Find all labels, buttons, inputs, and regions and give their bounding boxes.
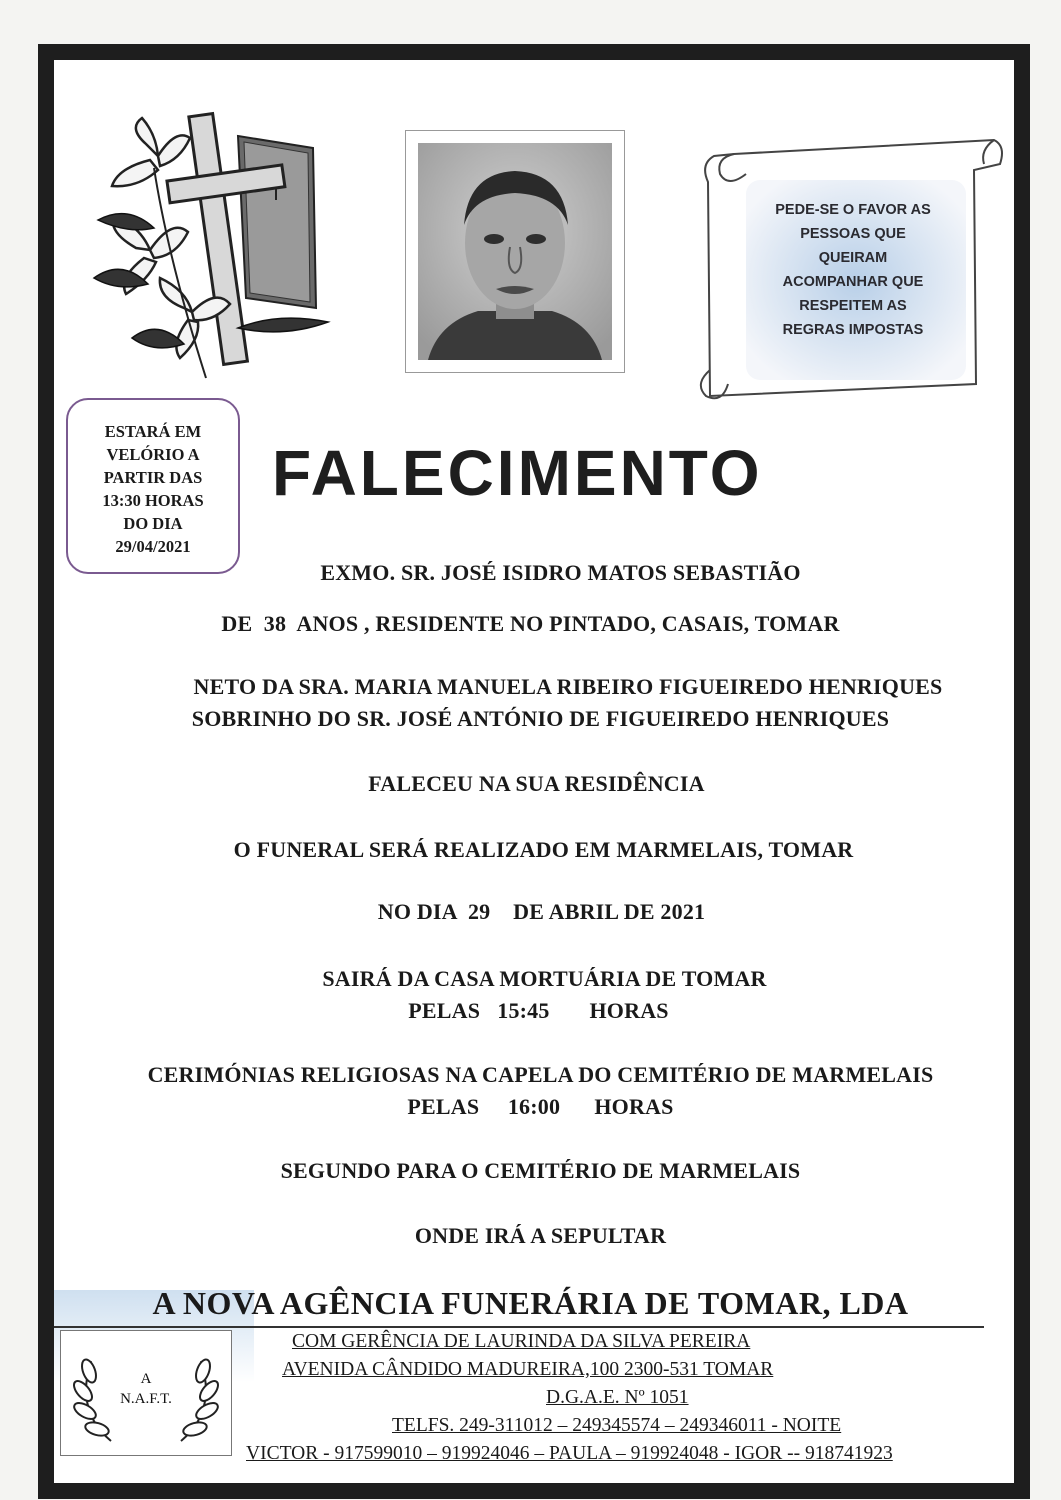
agency-logo [60, 1330, 232, 1456]
page-title: FALECIMENTO [272, 437, 763, 509]
notice-line: RESPEITEM AS [799, 298, 907, 314]
age-residence: DE 38 ANOS , RESIDENTE NO PINTADO, CASAIS, TOMAR [221, 611, 840, 636]
funeral-date: NO DIA 29 DE ABRIL DE 2021 [377, 899, 706, 924]
velorio-line: PARTIR DAS [103, 468, 203, 487]
velorio-box [66, 398, 240, 574]
funeral-place: O FUNERAL SERÁ REALIZADO EM MARMELAIS, TOMAR [233, 837, 854, 862]
notice-line: QUEIRAM [818, 250, 888, 266]
notice-line: PEDE-SE O FAVOR AS [775, 202, 931, 218]
burial: ONDE IRÁ A SEPULTAR [414, 1223, 667, 1248]
agency-dgae: D.G.A.E. Nº 1051 [546, 1387, 689, 1408]
notice-line: PESSOAS QUE [800, 226, 906, 242]
logo-letter: A [140, 1371, 152, 1387]
agency-logo-text [61, 1369, 231, 1409]
agency-phones: TELFS. 249-311012 – 249345574 – 249346011 - NOITE [392, 1415, 842, 1436]
deceased-name: EXMO. SR. JOSÉ ISIDRO MATOS SEBASTIÃO [320, 560, 801, 585]
notice-line: ACOMPANHAR QUE [782, 274, 924, 290]
velorio-line: DO DIA [123, 514, 183, 533]
velorio-line: ESTARÁ EM [104, 422, 202, 441]
agency-name: A NOVA AGÊNCIA FUNERÁRIA DE TOMAR, LDA [152, 1285, 909, 1321]
next-destination: SEGUNDO PARA O CEMITÉRIO DE MARMELAIS [280, 1158, 801, 1183]
agency-address: AVENIDA CÂNDIDO MADUREIRA,100 2300-531 TOMAR [282, 1359, 774, 1380]
portrait-image [418, 143, 612, 360]
velorio-line: VELÓRIO A [106, 445, 200, 464]
departure: SAIRÁ DA CASA MORTUÁRIA DE TOMAR [322, 966, 767, 991]
agency-contacts: VICTOR - 917599010 – 919924046 – PAULA – 919924048 - IGOR -- 918741923 [246, 1443, 893, 1464]
portrait-photo [405, 130, 625, 373]
velorio-line: 13:30 HORAS [102, 491, 204, 510]
departure-time: PELAS 15:45 HORAS [408, 998, 669, 1023]
relatives-line-2: SOBRINHO DO SR. JOSÉ ANTÓNIO DE FIGUEIREDO HENRIQUES [191, 706, 890, 731]
cross-lilies-icon [88, 108, 336, 388]
agency-management: COM GERÊNCIA DE LAURINDA DA SILVA PEREIRA [292, 1331, 751, 1352]
velorio-line: 29/04/2021 [115, 537, 191, 556]
ceremony-time: PELAS 16:00 HORAS [407, 1094, 674, 1119]
divider-line [54, 1326, 984, 1328]
notice-line: REGRAS IMPOSTAS [782, 322, 924, 338]
logo-acronym: N.A.F.T. [120, 1391, 172, 1407]
relatives-line-1: NETO DA SRA. MARIA MANUELA RIBEIRO FIGUEIREDO HENRIQUES [193, 674, 943, 699]
death-place: FALECEU NA SUA RESIDÊNCIA [368, 771, 705, 796]
ceremony: CERIMÓNIAS RELIGIOSAS NA CAPELA DO CEMITÉRIO DE MARMELAIS [147, 1062, 934, 1087]
scroll-notice-text [758, 198, 948, 342]
